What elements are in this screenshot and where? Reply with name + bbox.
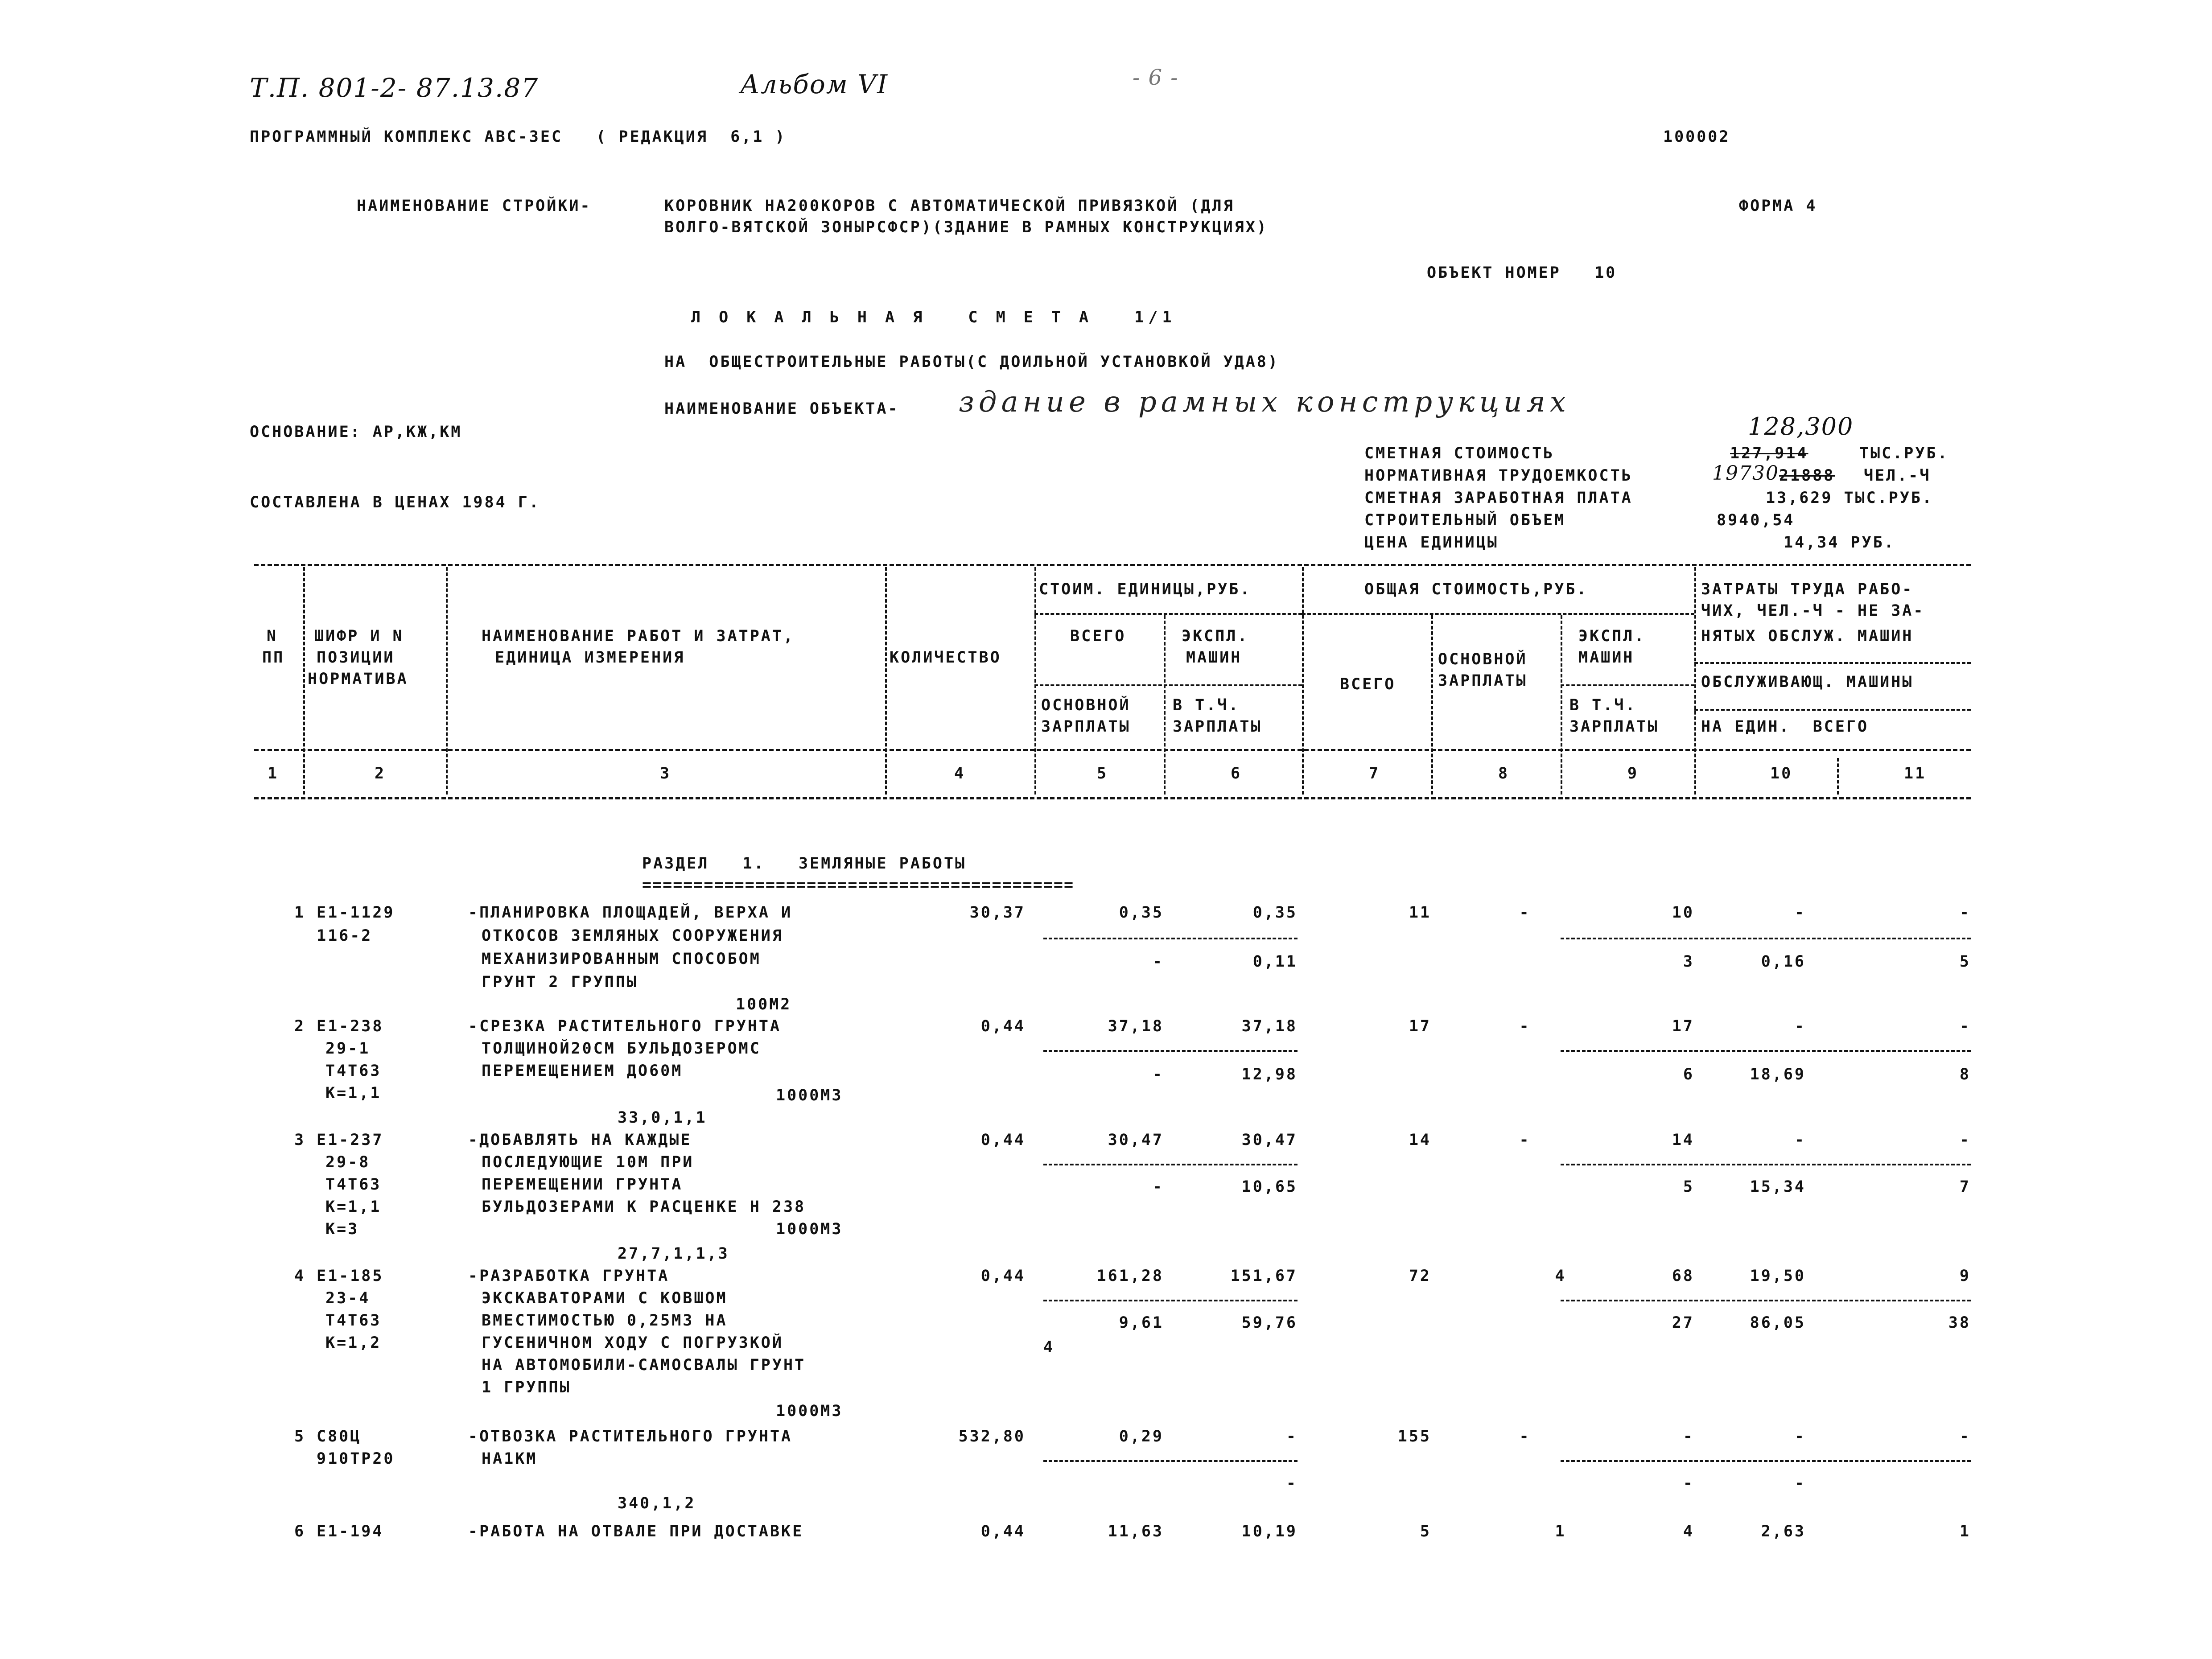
row-extra: 33,0,1,1 — [618, 1109, 707, 1127]
row-code: Е1-194 — [317, 1523, 384, 1540]
header-unit-vtch-1: В Т.Ч. — [1173, 696, 1240, 714]
header-name-2: ЕДИНИЦА ИЗМЕРЕНИЯ — [495, 649, 685, 667]
construction-line-2: ВОЛГО-ВЯТСКОЙ ЗОНЫРСФСР)(ЗДАНИЕ В РАМНЫХ КОНСТРУКЦИЯХ) — [664, 218, 1268, 236]
row-c11b: 5 — [1959, 953, 1971, 971]
row-code: Т4Т63 — [325, 1312, 382, 1330]
estimate-subject: НА ОБЩЕСТРОИТЕЛЬНЫЕ РАБОТЫ(С ДОИЛЬНОЙ УСТАНОВКОЙ УДА8) — [664, 353, 1279, 371]
row-c9: 17 — [1672, 1017, 1694, 1035]
album-label: Альбом VI — [740, 69, 889, 99]
row-c11: 9 — [1959, 1267, 1971, 1285]
col-sep-8 — [1561, 615, 1562, 795]
row-extra: 340,1,2 — [618, 1494, 696, 1512]
row-code: К=1,1 — [325, 1198, 382, 1216]
row-c10: 2,63 — [1761, 1523, 1806, 1540]
row-c10b: - — [1794, 1474, 1806, 1492]
header-total-ekspl-2: МАШИН — [1578, 649, 1635, 667]
colnum-9: 9 — [1627, 765, 1639, 782]
row-c9: 68 — [1672, 1267, 1694, 1285]
row-subrule — [1043, 1164, 1298, 1165]
row-subrule — [1561, 1050, 1971, 1052]
summary-label-volume: СТРОИТЕЛЬНЫЙ ОБЪЕМ — [1364, 511, 1566, 529]
row-text: ТОЛЩИНОЙ20СМ БУЛЬДОЗЕРОМС — [482, 1040, 761, 1058]
row-c7: 11 — [1409, 904, 1431, 922]
row-code: Е1-237 — [317, 1131, 384, 1149]
colnum-4: 4 — [954, 765, 966, 782]
colnum-2: 2 — [375, 765, 386, 782]
row-text: ГУСЕНИЧНОМ ХОДУ С ПОГРУЗКОЙ — [482, 1334, 783, 1352]
row-subrule — [1561, 1164, 1971, 1165]
object-number: ОБЪЕКТ НОМЕР 10 — [1427, 264, 1617, 282]
header-quantity: КОЛИЧЕСТВО — [890, 649, 1001, 667]
row-c5b: - — [1152, 1178, 1164, 1196]
row-c5: 37,18 — [1108, 1017, 1164, 1035]
row-c10b: 18,69 — [1750, 1066, 1806, 1083]
row-c6b: 12,98 — [1241, 1066, 1298, 1083]
header-unit-vsego: ВСЕГО — [1070, 627, 1126, 645]
row-c9b: 27 — [1672, 1314, 1694, 1332]
row-text: -ДОБАВЛЯТЬ НА КАЖДЫЕ — [468, 1131, 692, 1149]
row-c5: 30,47 — [1108, 1131, 1164, 1149]
row-c11b: 8 — [1959, 1066, 1971, 1083]
row-qty: 0,44 — [980, 1017, 1026, 1035]
col-sep-1 — [303, 567, 305, 795]
header-code-1: ШИФР И N — [314, 627, 404, 645]
row-c5: 161,28 — [1096, 1267, 1164, 1285]
tp-number: Т.П. 801-2- 87.13.87 — [250, 73, 539, 103]
header-labor-5: НА ЕДИН. ВСЕГО — [1701, 718, 1869, 736]
header-code-2: ПОЗИЦИИ — [317, 649, 395, 667]
header-pp: ПП — [262, 649, 285, 667]
header-labor-4: ОБСЛУЖИВАЮЩ. МАШИНЫ — [1701, 673, 1914, 691]
row-c8: 1 — [1555, 1523, 1566, 1540]
doc-code: 100002 — [1663, 128, 1730, 146]
row-number: 6 — [294, 1523, 306, 1540]
col-sep-2 — [446, 567, 448, 795]
header-unit-cost: СТОИМ. ЕДИНИЦЫ,РУБ. — [1039, 580, 1252, 598]
row-code: С80Ц — [317, 1428, 362, 1445]
col-sep-3 — [885, 567, 887, 795]
row-number: 3 — [294, 1131, 306, 1149]
row-code: К=1,1 — [325, 1084, 382, 1102]
row-number: 4 — [294, 1267, 306, 1285]
row-unit: 1000М3 — [776, 1220, 843, 1238]
row-c10b: 86,05 — [1750, 1314, 1806, 1332]
summary-label-wage: СМЕТНАЯ ЗАРАБОТНАЯ ПЛАТА — [1364, 489, 1633, 507]
row-c9b: 5 — [1683, 1178, 1694, 1196]
col-sep-5 — [1164, 615, 1166, 795]
col-sep-4 — [1034, 567, 1036, 795]
row-text: ЭКСКАВАТОРАМИ С КОВШОМ — [482, 1289, 728, 1307]
wage-value: 13,629 ТЫС.РУБ. — [1766, 489, 1934, 507]
header-total-ekspl-1: ЭКСПЛ. — [1578, 627, 1646, 645]
row-c9b: 6 — [1683, 1066, 1694, 1083]
row-c7: 72 — [1409, 1267, 1431, 1285]
row-unit: 1000М3 — [776, 1087, 843, 1104]
row-c9: 4 — [1683, 1523, 1694, 1540]
row-c8: - — [1519, 904, 1531, 922]
row-text: ВМЕСТИМОСТЬЮ 0,25М3 НА — [482, 1312, 728, 1330]
header-unit-osn-2: ЗАРПЛАТЫ — [1041, 718, 1131, 736]
header-unit-vtch-2: ЗАРПЛАТЫ — [1173, 718, 1262, 736]
header-total-vtch-1: В Т.Ч. — [1569, 696, 1637, 714]
unit-price-value: 14,34 РУБ. — [1784, 534, 1895, 552]
row-subrule — [1561, 1300, 1971, 1301]
row-text: ПОСЛЕДУЮЩИЕ 10М ПРИ — [482, 1153, 694, 1171]
row-c10: - — [1794, 1131, 1806, 1149]
row-text: -ОТВОЗКА РАСТИТЕЛЬНОГО ГРУНТА — [468, 1428, 793, 1445]
row-c5b: - — [1152, 1066, 1164, 1083]
header-unit-ekspl-2: МАШИН — [1186, 649, 1242, 667]
construction-line-1: КОРОВНИК НА200КОРОВ С АВТОМАТИЧЕСКОЙ ПРИВЯЗКОЙ (ДЛЯ — [664, 197, 1235, 215]
row-code: Т4Т63 — [325, 1062, 382, 1080]
row-text: ПЕРЕМЕЩЕНИЕМ ДО60М — [482, 1062, 683, 1080]
row-c5: 0,29 — [1119, 1428, 1164, 1445]
table-top-rule — [254, 564, 1971, 566]
row-c11: - — [1959, 1017, 1971, 1035]
labor-unit: ЧЕЛ.-Ч — [1864, 467, 1931, 485]
header-unit-osn-1: ОСНОВНОЙ — [1041, 696, 1131, 714]
row-text: БУЛЬДОЗЕРАМИ К РАСЦЕНКЕ Н 238 — [482, 1198, 806, 1216]
row-subrule — [1561, 1460, 1971, 1462]
row-text: ГРУНТ 2 ГРУППЫ — [482, 973, 638, 991]
estimate-title: Л О К А Л Ь Н А Я С М Е Т А 1/1 — [691, 309, 1176, 326]
row-c10b: 15,34 — [1750, 1178, 1806, 1196]
row-c11b: 38 — [1948, 1314, 1971, 1332]
colnum-5: 5 — [1097, 765, 1108, 782]
row-qty: 532,80 — [958, 1428, 1026, 1445]
row-c6: 0,35 — [1252, 904, 1298, 922]
unitcost-sub-rule-2 — [1034, 684, 1302, 686]
construction-label: НАИМЕНОВАНИЕ СТРОЙКИ- — [357, 197, 592, 215]
colnum-1: 1 — [268, 765, 279, 782]
header-total-vtch-2: ЗАРПЛАТЫ — [1569, 718, 1659, 736]
row-c8: - — [1519, 1131, 1531, 1149]
row-c7: 17 — [1409, 1017, 1431, 1035]
row-c6: 10,19 — [1241, 1523, 1298, 1540]
col-sep-9 — [1694, 567, 1696, 795]
section-underline: ========================================== — [642, 876, 1075, 894]
header-name-1: НАИМЕНОВАНИЕ РАБОТ И ЗАТРАТ, — [482, 627, 795, 645]
row-text: МЕХАНИЗИРОВАННЫМ СПОСОБОМ — [482, 950, 761, 968]
header-code-3: НОРМАТИВА — [308, 670, 408, 688]
volume-value: 8940,54 — [1717, 511, 1795, 529]
row-text: -РАБОТА НА ОТВАЛЕ ПРИ ДОСТАВКЕ — [468, 1523, 804, 1540]
row-c10: - — [1794, 904, 1806, 922]
row-c6: 151,67 — [1230, 1267, 1298, 1285]
row-c6: 30,47 — [1241, 1131, 1298, 1149]
row-c9: 10 — [1672, 904, 1694, 922]
row-c11: - — [1959, 1131, 1971, 1149]
row-c11: - — [1959, 1428, 1971, 1445]
colnum-11: 11 — [1904, 765, 1927, 782]
row-c8: - — [1519, 1017, 1531, 1035]
summary-label-cost: СМЕТНАЯ СТОИМОСТЬ — [1364, 445, 1555, 462]
object-name-label: НАИМЕНОВАНИЕ ОБЪЕКТА- — [664, 400, 899, 418]
row-c7: 5 — [1420, 1523, 1431, 1540]
row-c6b: 0,11 — [1252, 953, 1298, 971]
totalcost-sub-rule — [1302, 613, 1694, 615]
summary-label-labor: НОРМАТИВНАЯ ТРУДОЕМКОСТЬ — [1364, 467, 1633, 485]
row-code: Е1-238 — [317, 1017, 384, 1035]
row-c6b: 59,76 — [1241, 1314, 1298, 1332]
row-c7: 14 — [1409, 1131, 1431, 1149]
row-c5: 0,35 — [1119, 904, 1164, 922]
row-c6b: 10,65 — [1241, 1178, 1298, 1196]
header-n: N — [267, 627, 278, 645]
row-qty: 0,44 — [980, 1131, 1026, 1149]
basis-line: ОСНОВАНИЕ: АР,КЖ,КМ — [250, 423, 462, 441]
header-total-osn-1: ОСНОВНОЙ — [1438, 650, 1528, 668]
row-code: 23-4 — [325, 1289, 371, 1307]
row-text: НА1КМ — [482, 1450, 538, 1468]
labor-struck: 21888 — [1779, 467, 1835, 485]
row-code: 29-8 — [325, 1153, 371, 1171]
header-labor-3: НЯТЫХ ОБСЛУЖ. МАШИН — [1701, 627, 1914, 645]
header-labor-1: ЗАТРАТЫ ТРУДА РАБО- — [1701, 580, 1914, 598]
colnum-3: 3 — [660, 765, 671, 782]
row-code: Е1-185 — [317, 1267, 384, 1285]
row-code: К=1,2 — [325, 1334, 382, 1352]
row-c8: 4 — [1555, 1267, 1566, 1285]
numbers-bottom-rule — [254, 797, 1971, 799]
header-unit-ekspl-1: ЭКСПЛ. — [1182, 627, 1249, 645]
row-c9b: - — [1683, 1474, 1694, 1492]
row-text: ПЕРЕМЕЩЕНИИ ГРУНТА — [482, 1176, 683, 1194]
row-number: 1 — [294, 904, 306, 922]
colnum-6: 6 — [1231, 765, 1242, 782]
summary-label-price: ЦЕНА ЕДИНИЦЫ — [1364, 534, 1499, 552]
row-subrule — [1043, 1300, 1298, 1301]
row-c10b: 0,16 — [1761, 953, 1806, 971]
header-total-osn-2: ЗАРПЛАТЫ — [1438, 672, 1528, 690]
object-name-handwritten: здание в рамных конструкциях — [959, 386, 1570, 419]
colnum-7: 7 — [1369, 765, 1380, 782]
labor-sub-rule-1 — [1694, 662, 1971, 664]
program-line: ПРОГРАММНЫЙ КОМПЛЕКС АВС-ЗЕС ( РЕДАКЦИЯ 6,1 ) — [250, 128, 787, 146]
row-c9: - — [1683, 1428, 1694, 1445]
row-text: -РАЗРАБОТКА ГРУНТА — [468, 1267, 670, 1285]
row-c10: 19,50 — [1750, 1267, 1806, 1285]
row-text: НА АВТОМОБИЛИ-САМОСВАЛЫ ГРУНТ — [482, 1356, 806, 1374]
row-c8: - — [1519, 1428, 1531, 1445]
row-text: -ПЛАНИРОВКА ПЛОЩАДЕЙ, ВЕРХА И — [468, 904, 793, 922]
labor-handwritten: 19730 — [1712, 462, 1779, 485]
row-qty: 0,44 — [980, 1267, 1026, 1285]
section-title: РАЗДЕЛ 1. ЗЕМЛЯНЫЕ РАБОТЫ — [642, 855, 967, 873]
row-code: Т4Т63 — [325, 1176, 382, 1194]
row-mark: 4 — [1043, 1338, 1055, 1356]
labor-sub-rule-2 — [1694, 709, 1971, 711]
row-code: 910ТР20 — [317, 1450, 395, 1468]
row-c10: - — [1794, 1428, 1806, 1445]
row-c9b: 3 — [1683, 953, 1694, 971]
row-subrule — [1043, 1460, 1298, 1462]
col-sep-7 — [1431, 615, 1433, 795]
row-unit: 1000М3 — [776, 1402, 843, 1420]
row-c11: 1 — [1959, 1523, 1971, 1540]
row-subrule — [1043, 938, 1298, 939]
row-text: -СРЕЗКА РАСТИТЕЛЬНОГО ГРУНТА — [468, 1017, 782, 1035]
row-extra: 27,7,1,1,3 — [618, 1245, 729, 1263]
row-c10: - — [1794, 1017, 1806, 1035]
row-c11: - — [1959, 904, 1971, 922]
row-number: 2 — [294, 1017, 306, 1035]
row-code: К=3 — [325, 1220, 359, 1238]
form-label: ФОРМА 4 — [1739, 197, 1817, 215]
totalcost-sub-rule-2 — [1561, 684, 1694, 686]
header-bottom-rule — [254, 749, 1971, 751]
row-c7: 155 — [1397, 1428, 1431, 1445]
row-code: 29-1 — [325, 1040, 371, 1058]
header-total-vsego: ВСЕГО — [1340, 675, 1396, 693]
page-number: - 6 - — [1133, 65, 1179, 90]
row-c11b: 7 — [1959, 1178, 1971, 1196]
row-qty: 0,44 — [980, 1523, 1026, 1540]
row-subrule — [1043, 1050, 1298, 1052]
cost-handwritten: 128,300 — [1748, 412, 1854, 440]
row-text: 1 ГРУППЫ — [482, 1379, 571, 1396]
row-text: ОТКОСОВ ЗЕМЛЯНЫХ СООРУЖЕНИЯ — [482, 927, 783, 945]
row-c6: - — [1286, 1428, 1298, 1445]
header-total-cost: ОБЩАЯ СТОИМОСТЬ,РУБ. — [1364, 580, 1588, 598]
row-c9: 14 — [1672, 1131, 1694, 1149]
row-c6b: - — [1286, 1474, 1298, 1492]
row-c5: 11,63 — [1108, 1523, 1164, 1540]
colnum-10: 10 — [1770, 765, 1793, 782]
row-subrule — [1561, 938, 1971, 939]
row-qty: 30,37 — [969, 904, 1026, 922]
row-c5b: 9,61 — [1119, 1314, 1164, 1332]
col-sep-10 — [1837, 758, 1839, 795]
cost-struck: 127,914 — [1730, 445, 1808, 462]
cost-unit: ТЫС.РУБ. — [1859, 445, 1949, 462]
header-labor-2: ЧИХ, ЧЕЛ.-Ч - НЕ ЗА- — [1701, 602, 1925, 620]
row-number: 5 — [294, 1428, 306, 1445]
row-c5b: - — [1152, 953, 1164, 971]
unitcost-sub-rule — [1034, 613, 1302, 615]
row-c6: 37,18 — [1241, 1017, 1298, 1035]
row-code: Е1-1129 — [317, 904, 395, 922]
prices-line: СОСТАВЛЕНА В ЦЕНАХ 1984 Г. — [250, 494, 540, 511]
colnum-8: 8 — [1498, 765, 1510, 782]
row-code: 116-2 — [317, 927, 373, 945]
row-unit: 100М2 — [736, 996, 792, 1013]
col-sep-6 — [1302, 567, 1304, 795]
